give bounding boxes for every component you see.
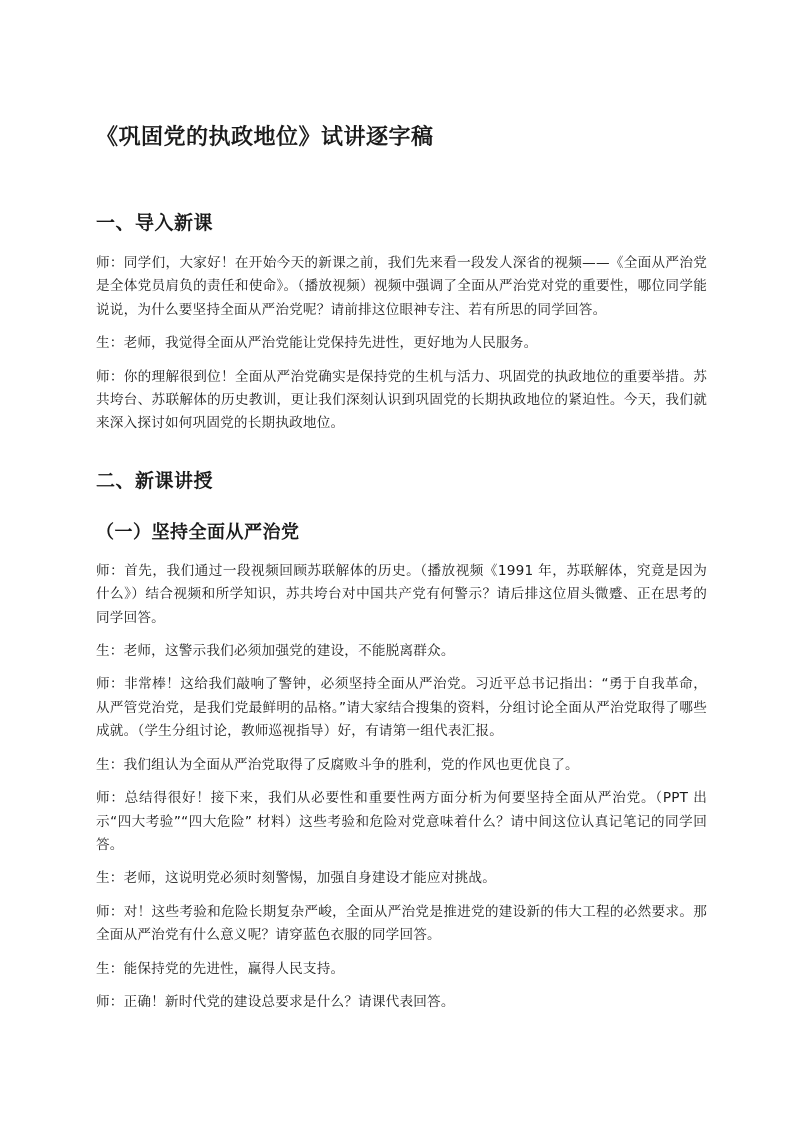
paragraph: 师：首先，我们通过一段视频回顾苏联解体的历史。（播放视频《1991 年，苏联解体，究竟是因为什么》）结合视频和所学知识，苏共垮台对中国共产党有何警示？请后排这位眉头微蹙、正在思考的同学回答。 [96,562,707,626]
section-heading: 一、导入新课 [96,212,214,234]
subsection-heading: （一）坚持全面从严治党 [96,521,300,543]
paragraph: 师：正确！新时代党的建设总要求是什么？请课代表回答。 [96,993,455,1010]
section-heading: 二、新课讲授 [96,469,214,492]
document-title: 《巩固党的执政地位》试讲逐字稿 [96,125,434,150]
paragraph: 师：你的理解很到位！全面从严治党确实是保持党的生机与活力、巩固党的执政地位的重要举措。苏共垮台、苏联解体的历史教训，更让我们深刻认识到巩固党的长期执政地位的紧迫性。今天，我们就来深入探讨如何巩固党的长期执政地位。 [96,368,707,432]
paragraph: 师：同学们，大家好！在开始今天的新课之前，我们先来看一段发人深省的视频——《全面从严治党 是全体党员肩负的责任和使命》。（播放视频）视频中强调了全面从严治党对党的重要性，哪位同学能说说，为什么要坚持全面从严治党呢？请前排这位眼神专注、若有所思的同学回答。 [96,255,707,318]
paragraph: 生：老师，这警示我们必须加强党的建设，不能脱离群众。 [96,643,455,660]
paragraph: 生：能保持党的先进性，赢得人民支持。 [96,960,345,977]
paragraph: 师：总结得很好！接下来，我们从必要性和重要性两方面分析为何要坚持全面从严治党。（PPT 出示“四大考验”“四大危险” 材料）这些考验和危险对党意味着什么？请中间这位认真记笔记的同学回答。 [96,790,707,853]
section-lecture [96,466,707,1015]
section-intro [96,208,707,436]
paragraph: 生：老师，这说明党必须时刻警惕，加强自身建设才能应对挑战。 [96,870,497,887]
paragraph: 生：老师，我觉得全面从严治党能让党保持先进性，更好地为人民服务。 [96,335,538,352]
paragraph: 生：我们组认为全面从严治党取得了反腐败斗争的胜利，党的作风也更优良了。 [96,756,579,773]
paragraph: 师：对！这些考验和危险长期复杂严峻，全面从严治党是推进党的建设新的伟大工程的必然要求。那全面从严治党有什么意义呢？请穿蓝色衣服的同学回答。 [96,903,707,944]
paragraph: 师：非常棒！这给我们敲响了警钟，必须坚持全面从严治党。习近平总书记指出：“勇于自我革命，从严管党治党，是我们党最鲜明的品格。”请大家结合搜集的资料，分组讨论全面从严治党取得了哪些成就。（学生分组讨论，教师巡视指导）好，有请第一组代表汇报。 [96,676,707,740]
